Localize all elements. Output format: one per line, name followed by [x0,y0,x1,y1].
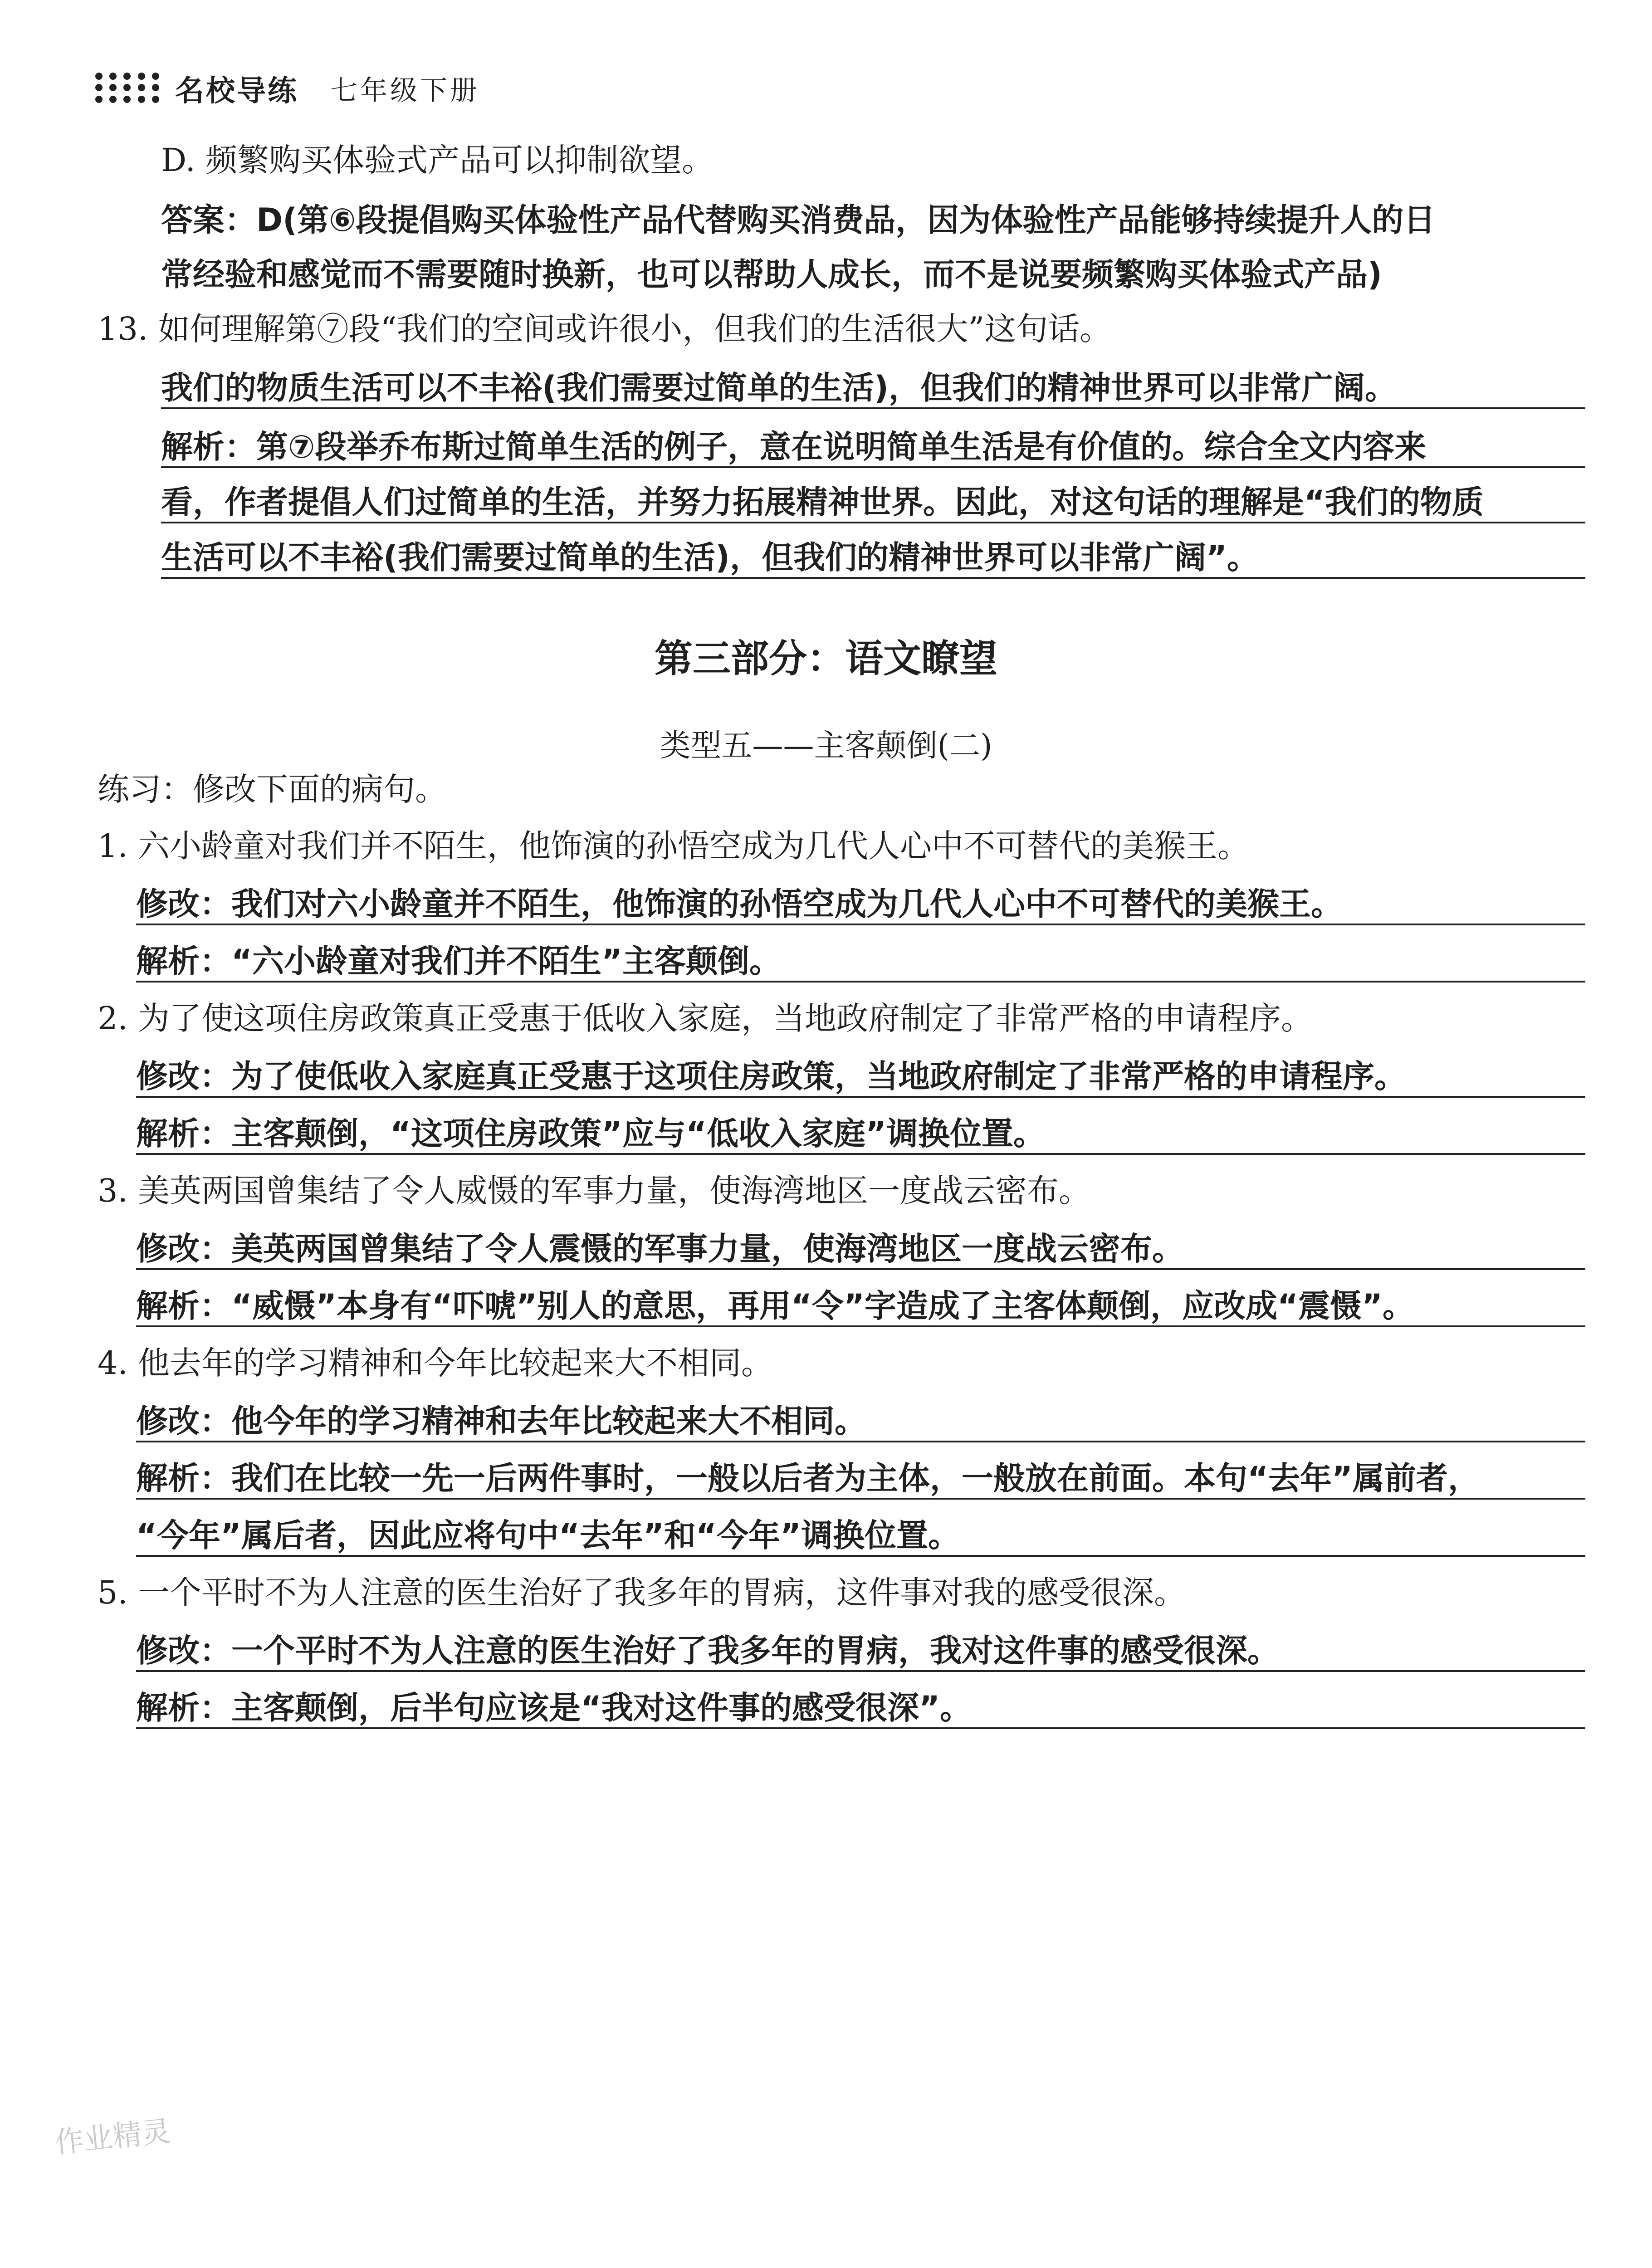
page-header [95,64,480,113]
item-5-fix: 修改：一个平时不为人注意的医生治好了我多年的胃病，我对这件事的感受很深。 [136,1635,1585,1672]
watermark-upper: 作业精灵 [53,2114,172,2160]
logo-dots-icon [95,73,163,104]
q12-answer-line2: 常经验和感觉而不需要随时换新，也可以帮助人成长，而不是说要频繁购买体验式产品) [161,256,1382,293]
item-2-question: 2. 为了使这项住房政策真正受惠于低收入家庭，当地政府制定了非常严格的申请程序。 [98,1000,1313,1037]
brand-title: 名校导练 [175,74,298,108]
item-5-analysis: 解析：主客颠倒，后半句应该是“我对这件事的感受很深”。 [136,1692,1585,1729]
item-4-question: 4. 他去年的学习精神和今年比较起来大不相同。 [98,1344,773,1382]
q13-analysis-line3: 生活可以不丰裕(我们需要过简单的生活)，但我们的精神世界可以非常广阔”。 [161,542,1585,579]
item-1-question: 1. 六小龄童对我们并不陌生，他饰演的孙悟空成为几代人心中不可替代的美猴王。 [98,827,1250,865]
grade-label: 七年级下册 [330,75,480,107]
exercise-intro: 练习：修改下面的病句。 [98,771,447,808]
q13-analysis-line2: 看，作者提倡人们过简单的生活，并努力拓展精神世界。因此，对这句话的理解是“我们的物质 [161,486,1585,523]
item-2-fix: 修改：为了使低收入家庭真正受惠于这项住房政策，当地政府制定了非常严格的申请程序。 [136,1061,1585,1098]
item-3-question: 3. 美英两国曾集结了令人威慑的军事力量，使海湾地区一度战云密布。 [98,1172,1091,1209]
item-2-analysis: 解析：主客颠倒，“这项住房政策”应与“低收入家庭”调换位置。 [136,1118,1585,1155]
q12-answer-line1: 答案：D(第⑥段提倡购买体验性产品代替购买消费品，因为体验性产品能够持续提升人的日 [161,201,1436,239]
option-d: D. 频繁购买体验式产品可以抑制欲望。 [161,142,714,179]
item-4-fix: 修改：他今年的学习精神和去年比较起来大不相同。 [136,1405,1585,1442]
item-1-analysis: 解析：“六小龄童对我们并不陌生”主客颠倒。 [136,945,1585,982]
item-4-analysis: 解析：我们在比较一先一后两件事时，一般以后者为主体，一般放在前面。本句“去年”属前者， [136,1462,1585,1500]
item-5-question: 5. 一个平时不为人注意的医生治好了我多年的胃病，这件事对我的感受很深。 [98,1574,1186,1611]
section-title: 第三部分：语文瞭望 [654,636,997,681]
q13-question: 13. 如何理解第⑦段“我们的空间或许很小，但我们的生活很大”这句话。 [98,310,1112,347]
item-4-analysis-line2: “今年”属后者，因此应将句中“去年”和“今年”调换位置。 [136,1520,1585,1557]
item-3-fix: 修改：美英两国曾集结了令人震慑的军事力量，使海湾地区一度战云密布。 [136,1233,1585,1270]
type-title: 类型五——主客颠倒(二) [660,728,992,764]
q13-answer: 我们的物质生活可以不丰裕(我们需要过简单的生活)，但我们的精神世界可以非常广阔。 [161,372,1585,409]
q13-analysis-line1: 解析：第⑦段举乔布斯过简单生活的例子，意在说明简单生活是有价值的。综合全文内容来 [161,431,1585,468]
item-3-analysis: 解析：“威慑”本身有“吓唬”别人的意思，再用“令”字造成了主客体颠倒，应改成“震慑”。 [136,1290,1585,1327]
item-1-fix: 修改：我们对六小龄童并不陌生，他饰演的孙悟空成为几代人心中不可替代的美猴王。 [136,888,1585,925]
